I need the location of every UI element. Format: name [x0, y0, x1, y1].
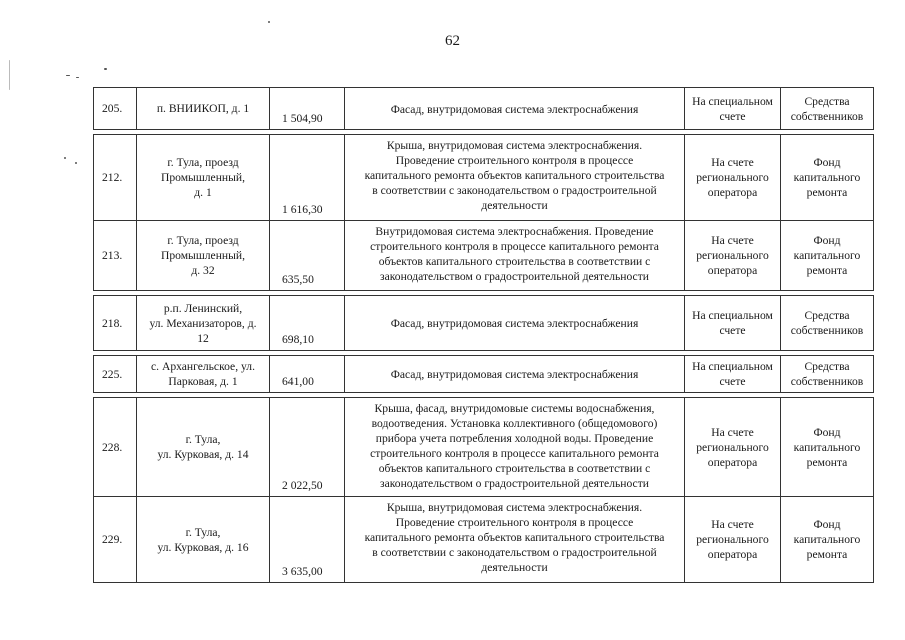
account-line: оператора: [707, 186, 758, 199]
row-number-cell: 228.: [94, 398, 137, 497]
description-line: деятельности: [481, 199, 548, 212]
funding-source-cell: [781, 497, 874, 583]
address-line: д. 32: [191, 264, 215, 277]
page-number: 62: [445, 33, 460, 49]
funding-line: Фонд: [813, 425, 841, 439]
account-line: оператора: [707, 548, 758, 561]
description-line: прибора учета потребления холодной воды. Проведение: [375, 432, 654, 445]
area-cell: 698,10: [270, 296, 345, 351]
account-line: На специальном: [692, 94, 773, 108]
scan-speck: [75, 162, 77, 164]
address-line: г. Тула, проезд: [167, 156, 239, 169]
address-line: г. Тула,: [185, 525, 221, 539]
table-row: [94, 221, 874, 291]
description-line: Фасад, внутридомовая система электроснабжения: [390, 368, 639, 381]
description-line: в соответствии с законодательством о градостроительной: [372, 184, 657, 197]
address-cell: [137, 296, 270, 351]
area-cell: 635,50: [270, 221, 345, 291]
account-type-cell: [685, 398, 781, 497]
description-line: законодательством о градостроительной деятельности: [380, 270, 649, 283]
funding-line: собственников: [790, 375, 864, 388]
scan-speck: [104, 68, 107, 70]
address-line: 12: [197, 331, 209, 345]
row-number-cell: 218.: [94, 296, 137, 351]
account-type-cell: [685, 356, 781, 393]
account-line: На специальном: [692, 360, 773, 373]
work-description-cell: [345, 135, 685, 221]
funding-source-cell: [781, 221, 874, 291]
description-line: капитального ремонта объектов капитального строительства: [364, 531, 665, 544]
work-description-cell: [345, 356, 685, 393]
area-cell: 1 504,90: [270, 88, 345, 130]
description-line: водоотведения. Установка коллективного (общедомового): [371, 417, 658, 430]
funding-line: капитального: [793, 440, 861, 454]
description-line: Крыша, внутридомовая система электроснабжения.: [386, 139, 643, 152]
scan-speck: [76, 77, 79, 78]
account-line: На счете: [711, 156, 754, 169]
address-line: ул. Механизаторов, д.: [149, 316, 257, 330]
account-line: На специальном: [692, 309, 773, 322]
account-line: На счете: [711, 425, 754, 439]
scan-speck: [64, 157, 66, 159]
description-line: Фасад, внутридомовая система электроснабжения: [390, 102, 639, 116]
funding-line: ремонта: [806, 548, 848, 561]
account-line: На счете: [711, 234, 754, 247]
description-line: Крыша, внутридомовая система электроснабжения.: [386, 501, 643, 514]
address-line: с. Архангельское, ул.: [151, 360, 255, 373]
description-line: Фасад, внутридомовая система электроснабжения: [390, 317, 639, 330]
scan-speck: [268, 21, 270, 23]
work-description-cell: [345, 296, 685, 351]
address-line: р.п. Ленинский,: [163, 301, 243, 315]
account-type-cell: [685, 88, 781, 130]
description-line: капитального ремонта объектов капитального строительства: [364, 169, 665, 182]
address-cell: [137, 398, 270, 497]
account-type-cell: [685, 296, 781, 351]
table-row: [94, 497, 874, 583]
row-number-cell: 213.: [94, 221, 137, 291]
description-line: строительного контроля в процессе капитального ремонта: [370, 447, 659, 460]
description-line: Внутридомовая система электроснабжения. Проведение: [375, 225, 654, 238]
description-line: законодательством о градостроительной деятельности: [380, 477, 649, 490]
table-row: [94, 356, 874, 393]
description-line: в соответствии с законодательством о градостроительной: [372, 546, 657, 559]
funding-line: ремонта: [806, 455, 848, 469]
address-line: Промышленный,: [160, 171, 246, 184]
funding-line: капитального: [793, 171, 861, 184]
description-line: объектов капитального строительства в соответствии с: [378, 255, 651, 268]
repair-registry-table: [93, 87, 874, 583]
area-cell: 641,00: [270, 356, 345, 393]
funding-line: ремонта: [806, 186, 848, 199]
funding-source-cell: [781, 135, 874, 221]
table-row: [94, 88, 874, 130]
funding-line: Средства: [804, 309, 850, 322]
account-line: регионального: [696, 440, 769, 454]
funding-line: капитального: [793, 533, 861, 546]
address-cell: [137, 135, 270, 221]
address-cell: [137, 497, 270, 583]
table-row: [94, 296, 874, 351]
account-line: счете: [719, 109, 746, 123]
funding-line: ремонта: [806, 264, 848, 277]
area-cell: 1 616,30: [270, 135, 345, 221]
funding-line: Фонд: [813, 518, 841, 531]
work-description-cell: [345, 221, 685, 291]
funding-line: капитального: [793, 249, 861, 262]
description-line: деятельности: [481, 561, 548, 574]
account-line: На счете: [711, 518, 754, 531]
account-line: счете: [719, 324, 746, 337]
funding-line: собственников: [790, 324, 864, 337]
account-type-cell: [685, 497, 781, 583]
address-cell: [137, 88, 270, 130]
funding-line: собственников: [790, 109, 864, 123]
table-row: [94, 135, 874, 221]
funding-line: Фонд: [813, 234, 841, 247]
address-cell: [137, 356, 270, 393]
address-cell: [137, 221, 270, 291]
work-description-cell: [345, 398, 685, 497]
work-description-cell: [345, 88, 685, 130]
funding-source-cell: [781, 88, 874, 130]
account-line: оператора: [707, 264, 758, 277]
address-line: п. ВНИИКОП, д. 1: [156, 102, 250, 115]
account-line: оператора: [707, 455, 758, 469]
area-cell: 3 635,00: [270, 497, 345, 583]
funding-line: Фонд: [813, 156, 841, 169]
description-line: строительного контроля в процессе капитального ремонта: [370, 240, 659, 253]
funding-line: Средства: [804, 94, 850, 108]
funding-source-cell: [781, 356, 874, 393]
description-line: Проведение строительного контроля в процессе: [395, 516, 634, 529]
address-line: ул. Курковая, д. 14: [157, 448, 249, 461]
account-line: счете: [719, 375, 746, 388]
row-number-cell: 225.: [94, 356, 137, 393]
address-line: г. Тула, проезд: [167, 234, 239, 247]
area-cell: 2 022,50: [270, 398, 345, 497]
work-description-cell: [345, 497, 685, 583]
funding-source-cell: [781, 296, 874, 351]
account-line: регионального: [696, 171, 769, 184]
table-row: [94, 398, 874, 497]
address-line: г. Тула,: [185, 433, 221, 446]
description-line: объектов капитального строительства в соответствии с: [378, 462, 651, 475]
row-number-cell: 205.: [94, 88, 137, 130]
funding-line: Средства: [804, 360, 850, 373]
account-type-cell: [685, 221, 781, 291]
address-line: д. 1: [194, 186, 212, 199]
table-body: [94, 88, 874, 583]
account-line: регионального: [696, 533, 769, 546]
funding-source-cell: [781, 398, 874, 497]
row-number-cell: 212.: [94, 135, 137, 221]
account-line: регионального: [696, 249, 769, 262]
address-line: Парковая, д. 1: [168, 375, 238, 388]
description-line: Крыша, фасад, внутридомовые системы водоснабжения,: [374, 402, 655, 415]
scan-speck: [66, 75, 70, 76]
account-type-cell: [685, 135, 781, 221]
description-line: Проведение строительного контроля в процессе: [395, 154, 634, 167]
row-number-cell: 229.: [94, 497, 137, 583]
address-line: Промышленный,: [160, 249, 246, 262]
scan-speck: [9, 60, 10, 90]
address-line: ул. Курковая, д. 16: [157, 540, 249, 554]
